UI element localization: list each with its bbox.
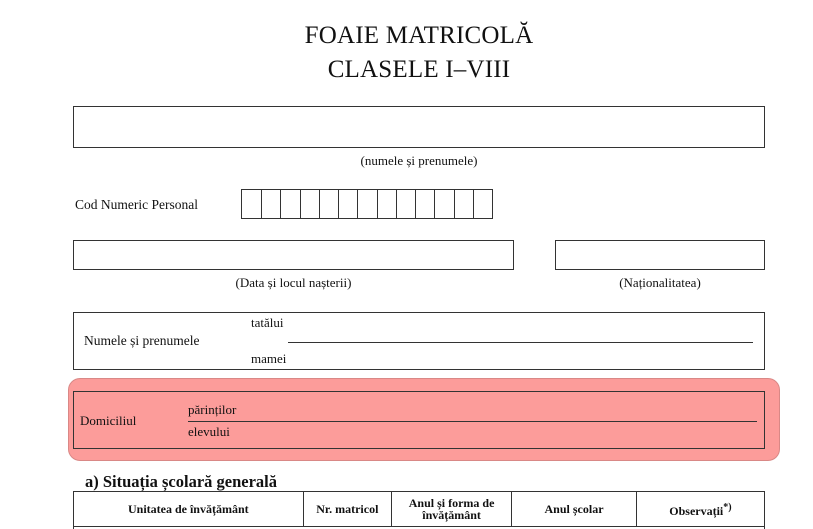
observations-footnote-mark: *) [723, 501, 732, 513]
cnp-digit-cell[interactable] [434, 190, 453, 219]
cnp-digit-cell[interactable] [300, 190, 319, 219]
birth-date-place-field[interactable] [73, 240, 514, 270]
column-header-register-no: Nr. matricol [303, 492, 391, 527]
cnp-digit-cell[interactable] [377, 190, 396, 219]
student-name-field[interactable] [73, 106, 765, 148]
cnp-digit-cell[interactable] [415, 190, 434, 219]
domicile-parents-label: părinților [188, 402, 237, 417]
domicile-label: Domiciliul [80, 413, 137, 428]
column-header-observations [636, 492, 764, 527]
cnp-digit-cell[interactable] [280, 190, 299, 219]
column-header-school-year: Anul școlar [512, 492, 637, 527]
cnp-label: Cod Numeric Personal [75, 197, 198, 212]
cnp-digit-cell[interactable] [319, 190, 338, 219]
nationality-field[interactable] [555, 240, 765, 270]
column-header-school: Unitatea de învățământ [74, 492, 304, 527]
table-header-row [74, 492, 765, 527]
cnp-digit-cell[interactable] [357, 190, 376, 219]
cnp-digit-cell[interactable] [338, 190, 357, 219]
domicile-line[interactable] [188, 421, 757, 422]
cnp-field[interactable] [241, 189, 493, 219]
document-title-line2: CLASELE I–VIII [327, 56, 511, 83]
mother-label: mamei [251, 351, 287, 366]
column-header-year-form: Anul și forma de învățământ [392, 492, 512, 527]
student-name-caption: (numele și prenumele) [360, 153, 478, 168]
father-label: tatălui [251, 315, 284, 330]
domicile-box [73, 391, 765, 449]
school-situation-table [73, 491, 765, 527]
domicile-student-label: elevului [188, 424, 230, 439]
parents-names-label: Numele și prenumele [84, 333, 200, 348]
cnp-digit-cell[interactable] [473, 190, 492, 219]
birth-date-place-caption: (Data și locul nașterii) [235, 275, 352, 290]
document-title-line1: FOAIE MATRICOLĂ [304, 22, 534, 49]
cnp-digit-cell[interactable] [396, 190, 415, 219]
cnp-digit-cell[interactable] [454, 190, 473, 219]
section-a-title: a) Situația școlară generală [85, 472, 278, 491]
parents-names-line[interactable] [288, 342, 753, 343]
observations-label: Observații [669, 503, 724, 518]
cnp-digit-cell[interactable] [261, 190, 280, 219]
nationality-caption: (Naționalitatea) [619, 275, 701, 290]
